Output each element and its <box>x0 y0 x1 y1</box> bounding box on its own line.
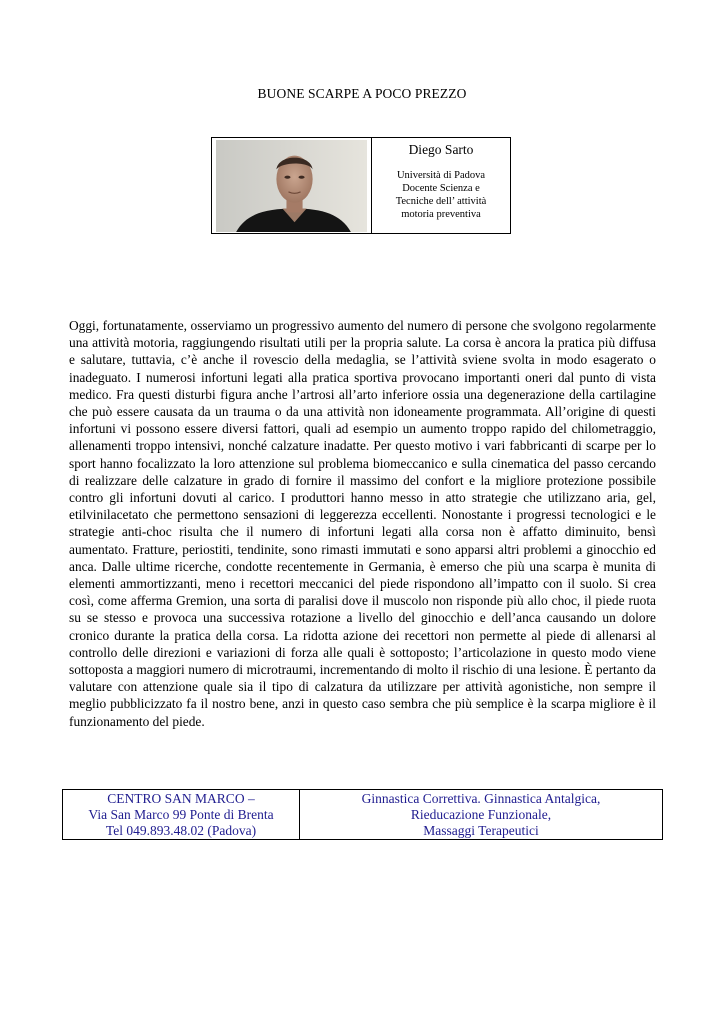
center-contact <box>63 790 300 839</box>
author-photo <box>216 140 367 232</box>
author-name: Diego Sarto <box>408 142 474 157</box>
center-phone: Tel 049.893.48.02 (Padova) <box>105 823 257 838</box>
author-box <box>211 137 511 234</box>
footer-box <box>62 789 663 840</box>
author-info <box>372 138 510 233</box>
article-body: Oggi, fortunatamente, osserviamo un progressivo aumento del numero di persone che svolgono regolarmente una attività motoria, raggiungendo risultati utili per la propria salute. La corsa è ancora la pratica più diffusa e salutare, tuttavia, c’è anche il rovescio della medaglia, se l’attività sviene svolta in modo esagerato o inadeguato. I numerosi infortuni legati alla pratica sportiva provocano importanti oneri dal punto di vista medico. Fra questi disturbi figura anche l’artrosi all’arto inferiore ossia una degenerazione della cartilagine che può essere causata da un trauma o da una attività non idoneamente programmata. All’origine di questi infortuni vi possono essere diversi fattori, quali ad esempio un aumento troppo rapido del chilometraggio, allenamenti troppo intensivi, nonché calzature inadatte. Per questo motivo i vari fabbricanti di scarpe per lo sport hanno focalizzato la loro attenzione sul problema biomeccanico e sulla cinematica del passo cercando di realizzare delle calzature in grado di fornire il massimo del confort e la migliore protezione possibile contro gli infortuni dovuti al carico. I produttori hanno messo in atto strategie che utilizzano aria, gel, etilvinilacetato che permettono sensazioni di leggerezza eccellenti. Nonostante i progressi tecnologici e le strategie anti-choc risulta che il numero di infortuni legati alla corsa non è affatto diminuito, bensì aumentato. Fratture, periostiti, tendinite, sono rimasti immutati e sono apparsi altri problemi a ginocchio ed anca. Dalle ultime ricerche, condotte recentemente in Germania, è emerso che più una scarpa è munita di elementi ammortizzanti, meno i recettori meccanici del piede rispondono all’impatto con il suolo. Si crea così, come afferma Gremion, una sorta di paralisi dove il muscolo non risponde più allo choc, il piede ruota su se stesso e provoca una successiva rotazione a livello del ginocchio e dell’anca causando un dolore cronico durante la pratica della corsa. La ridotta azione dei recettori non permette al piede di allenarsi al controllo delle direzioni e variazioni di forza alle quali è sottoposto; l’articolazione in questo modo viene sottoposta a maggiori numero di microtraumi, incrementando di molto il rischio di una lesione. È pertanto da valutare con attenzione quale sia il tipo di calzatura da utilizzare per attività agonistiche, non sempre il meglio pubblicizzato fa il nostro bene, anzi in questo caso sembra che più semplice è la scarpa migliore è il funzionamento del piede. <box>69 318 656 729</box>
affiliation-line: Università di Padova <box>396 170 486 181</box>
affiliation-line: Docente Scienza e <box>402 183 480 194</box>
center-address: Via San Marco 99 Ponte di Brenta <box>88 807 274 822</box>
article-title: BUONE SCARPE A POCO PREZZO <box>257 86 467 101</box>
author-affiliation <box>372 169 510 221</box>
service-line: Ginnastica Correttiva. Ginnastica Antalgica, <box>361 791 601 806</box>
affiliation-line: Tecniche dell’ attività <box>395 196 487 207</box>
author-photo-cell <box>212 138 372 233</box>
affiliation-line: motoria preventiva <box>401 209 481 220</box>
service-line: Rieducazione Funzionale, <box>410 807 552 822</box>
center-name: CENTRO SAN MARCO – <box>107 791 255 806</box>
center-services <box>300 790 662 839</box>
service-line: Massaggi Terapeutici <box>423 823 539 838</box>
